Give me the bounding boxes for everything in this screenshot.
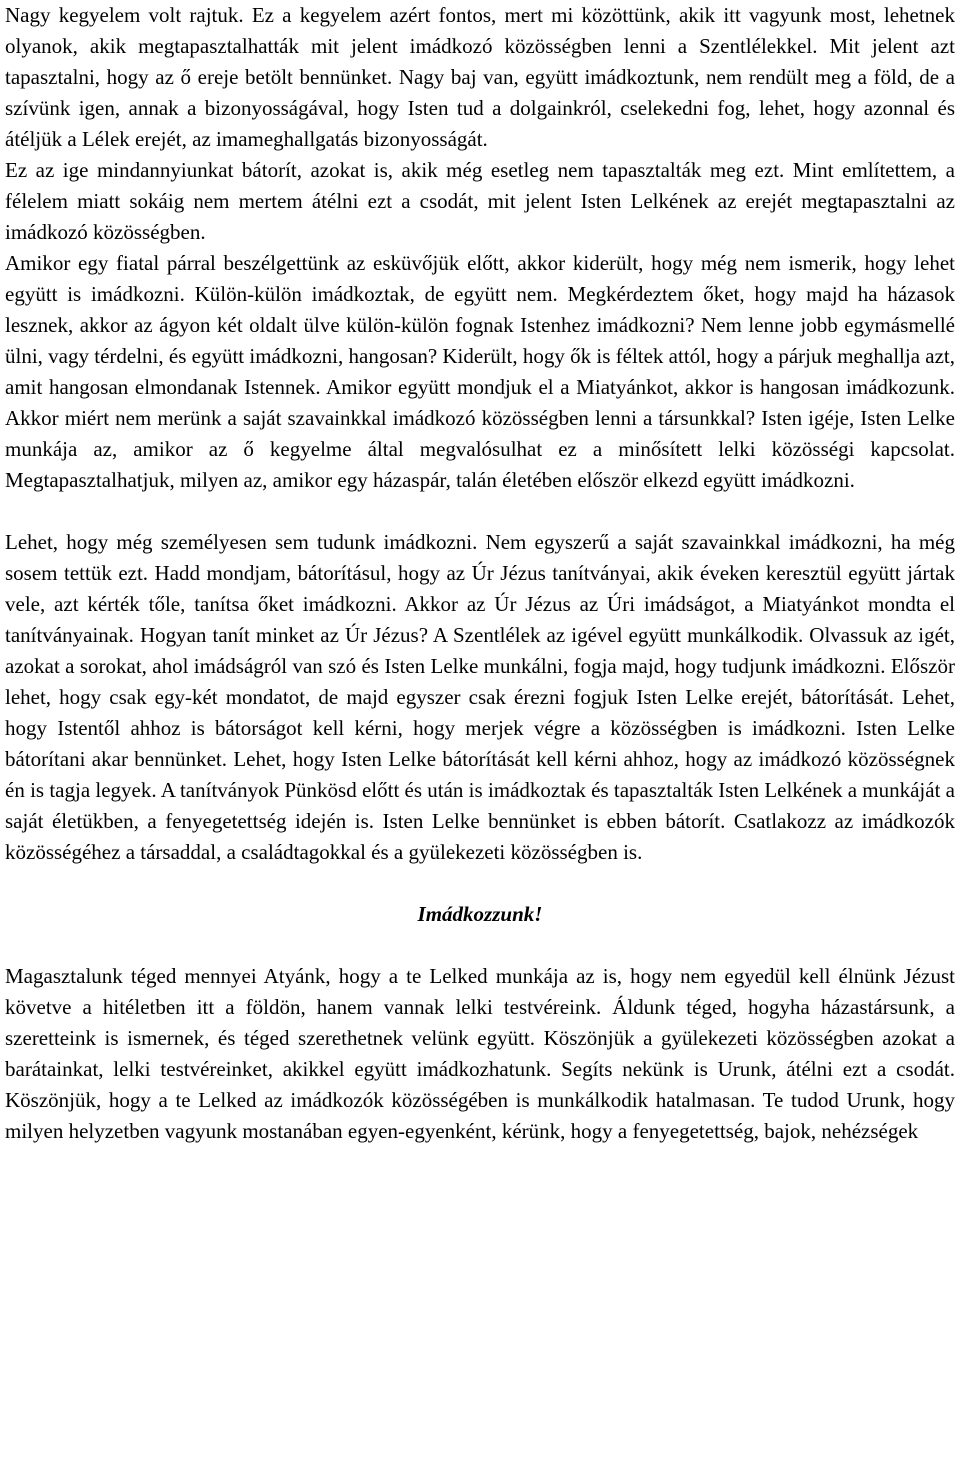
document-page [5,0,955,1147]
paragraph-prayer: Magasztalunk téged mennyei Atyánk, hogy a te Lelked munkája az is, hogy nem egyedül kell élnünk Jézust követve a hitéletben itt a földön, hanem vannak lelki testvéreink. Áldunk téged, hogyha házastársunk, a szeretteink is ismernek, és téged szerethetnek velünk együtt. Köszönjük a gyülekezeti közösségben azokat a barátainkat, lelki testvéreinket, akikkel együtt imádkozhatunk. Segíts nekünk is Urunk, átélni ezt a csodát. Köszönjük, hogy a te Lelked az imádkozók közösségében is munkálkodik hatalmasan. Te tudod Urunk, hogy milyen helyzetben vagyunk mostanában egyen-egyenként, kérünk, hogy a fenyegetettség, bajok, nehézségek [5,964,955,1143]
prayer-heading: Imádkozzunk! [417,902,543,926]
paragraph-encouragement: Ez az ige mindannyiunkat bátorít, azokat is, akik még esetleg nem tapasztalták meg ezt. Mint említettem, a félelem miatt sokáig nem mertem átélni ezt a csodát, mit jelent Isten Lelkének az erejét megtapasztalni az imádkozó közösségben. [5,158,955,244]
heading-spacer-top [5,868,955,899]
heading-spacer-bottom [5,930,955,961]
paragraph-grace: Nagy kegyelem volt rajtuk. Ez a kegyelem azért fontos, mert mi közöttünk, akik itt vagyunk most, lehetnek olyanok, akik megtapasztalhatták mit jelent imádkozó közösségben lenni a Szentlélekkel. Mit jelent azt tapasztalni, hogy az ő ereje betölt bennünket. Nagy baj van, együtt imádkoztunk, nem rendült meg a föld, de a szívünk igen, annak a bizonyosságával, hogy Isten tud a dolgainkról, cselekedni fog, lehet, hogy azonnal és átéljük a Lélek erejét, az imameghallgatás bizonyosságát. [5,3,955,151]
paragraph-young-couple: Amikor egy fiatal párral beszélgettünk az esküvőjük előtt, akkor kiderült, hogy még nem ismerik, hogy lehet együtt is imádkozni. Külön-külön imádkoztak, de együtt nem. Megkérdeztem őket, hogy majd ha házasok lesznek, akkor az ágyon két oldalt ülve külön-külön fognak Istenhez imádkozni? Nem lenne jobb egymásmellé ülni, vagy térdelni, és együtt imádkozni, hangosan? Kiderült, hogy ők is féltek attól, hogy a párjuk meghallja azt, amit hangosan elmondanak Istennek. Amikor együtt mondjuk el a Miatyánkot, akkor is hangosan imádkozunk. Akkor miért nem merünk a saját szavainkkal imádkozó közösségben lenni a társunkkal? Isten igéje, Isten Lelke munkája az, amikor az ő kegyelme által megvalósulhat ez a minősített lelki közösségi kapcsolat. Megtapasztalhatjuk, milyen az, amikor egy házaspár, talán életében először elkezd együtt imádkozni. [5,251,956,492]
paragraph-learning-to-pray: Lehet, hogy még személyesen sem tudunk imádkozni. Nem egyszerű a saját szavainkkal imádkozni, ha még sosem tettük ezt. Hadd mondjam, bátorításul, hogy az Úr Jézus tanítványai, akik éveken keresztül együtt jártak vele, azt kérték tőle, tanítsa őket imádkozni. Akkor az Úr Jézus az Úri imádságot, a Miatyánkot mondta el tanítványainak. Hogyan tanít minket az Úr Jézus? A Szentlélek az igével együtt munkálkodik. Olvassuk az igét, azokat a sorokat, ahol imádságról van szó és Isten Lelke munkálni, fogja majd, hogy tudjunk imádkozni. Először lehet, hogy csak egy-két mondatot, de majd egyszer csak érezni fogjuk Isten Lelke erejét, bátorítását. Lehet, hogy Istentől ahhoz is bátorságot kell kérni, hogy merjek végre a közösségben is imádkozni. Isten Lelke bátorítani akar bennünket. Lehet, hogy Isten Lelke bátorítását kell kérni ahhoz, hogy az imádkozó közösségnek én is tagja legyek. A tanítványok Pünkösd előtt és után is imádkoztak és tapasztalták Isten Lelkének a munkáját a saját életükben, a fenyegetettség idején is. Isten Lelke bennünket is ebben bátorít. Csatlakozz az imádkozók közösségéhez a társaddal, a családtagokkal és a gyülekezeti közösségben is. [5,530,955,864]
paragraph-spacer [5,496,955,527]
